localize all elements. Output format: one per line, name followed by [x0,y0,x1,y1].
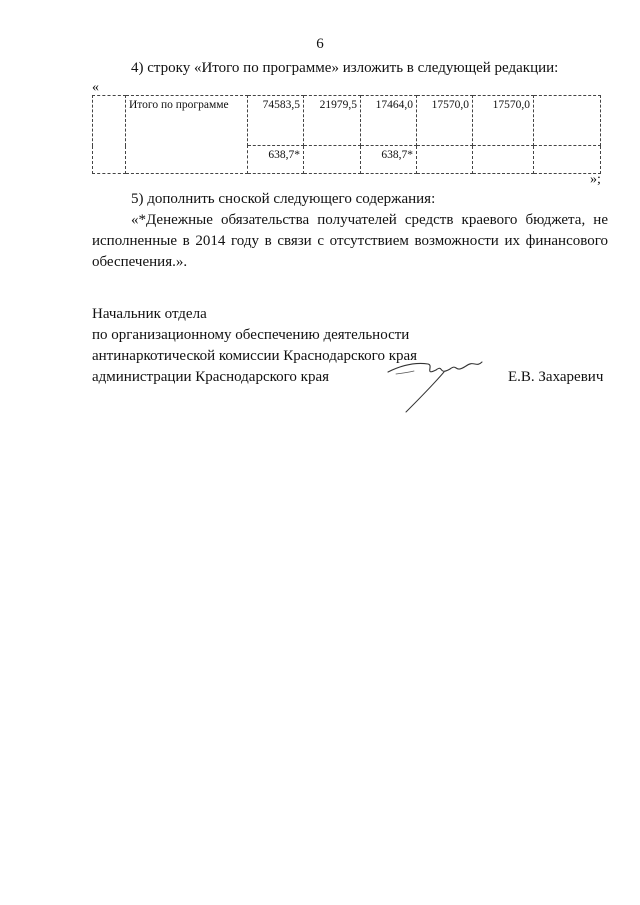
signatory-title-line-1: Начальник отдела [92,306,207,322]
signatory-title-line-3: антинаркотической комиссии Краснодарского края [92,348,418,364]
handwritten-signature [384,352,494,422]
table-cell-value: 74583,5 [248,96,304,146]
instruction-4: 4) строку «Итого по программе» изложить в следующей редакции: [131,60,559,76]
table-cell-value [417,146,473,174]
table-cell-value: 17464,0 [361,96,417,146]
footnote-line-2: исполненные в 2014 году в связи с отсутствием возможности их финансового [92,233,608,249]
signatory-name: Е.В. Захаревич [508,369,604,385]
closing-quote: »; [590,172,601,187]
opening-quote: « [92,80,99,95]
signatory-title-line-2: по организационному обеспечению деятельности [92,327,410,343]
instruction-5: 5) дополнить сноской следующего содержания: [131,191,436,207]
table-cell-value: 17570,0 [417,96,473,146]
footnote-line-3: обеспечения.». [92,254,188,270]
table-row [93,96,601,146]
footnote-line-1: «*Денежные обязательства получателей средств краевого бюджета, не [131,212,608,228]
table-cell-value: 638,7* [248,146,304,174]
table-cell-value [534,146,601,174]
table-cell-value: 17570,0 [473,96,534,146]
table-cell-value: 638,7* [361,146,417,174]
table-cell-value: 21979,5 [304,96,361,146]
program-total-table [92,95,601,174]
table-cell-value [304,146,361,174]
table-cell-label: Итого по программе [126,96,248,174]
table-cell-value [534,96,601,146]
signatory-title-line-4: администрации Краснодарского края [92,369,330,385]
table-cell-empty [93,96,126,174]
page-number: 6 [316,36,324,52]
table-cell-value [473,146,534,174]
